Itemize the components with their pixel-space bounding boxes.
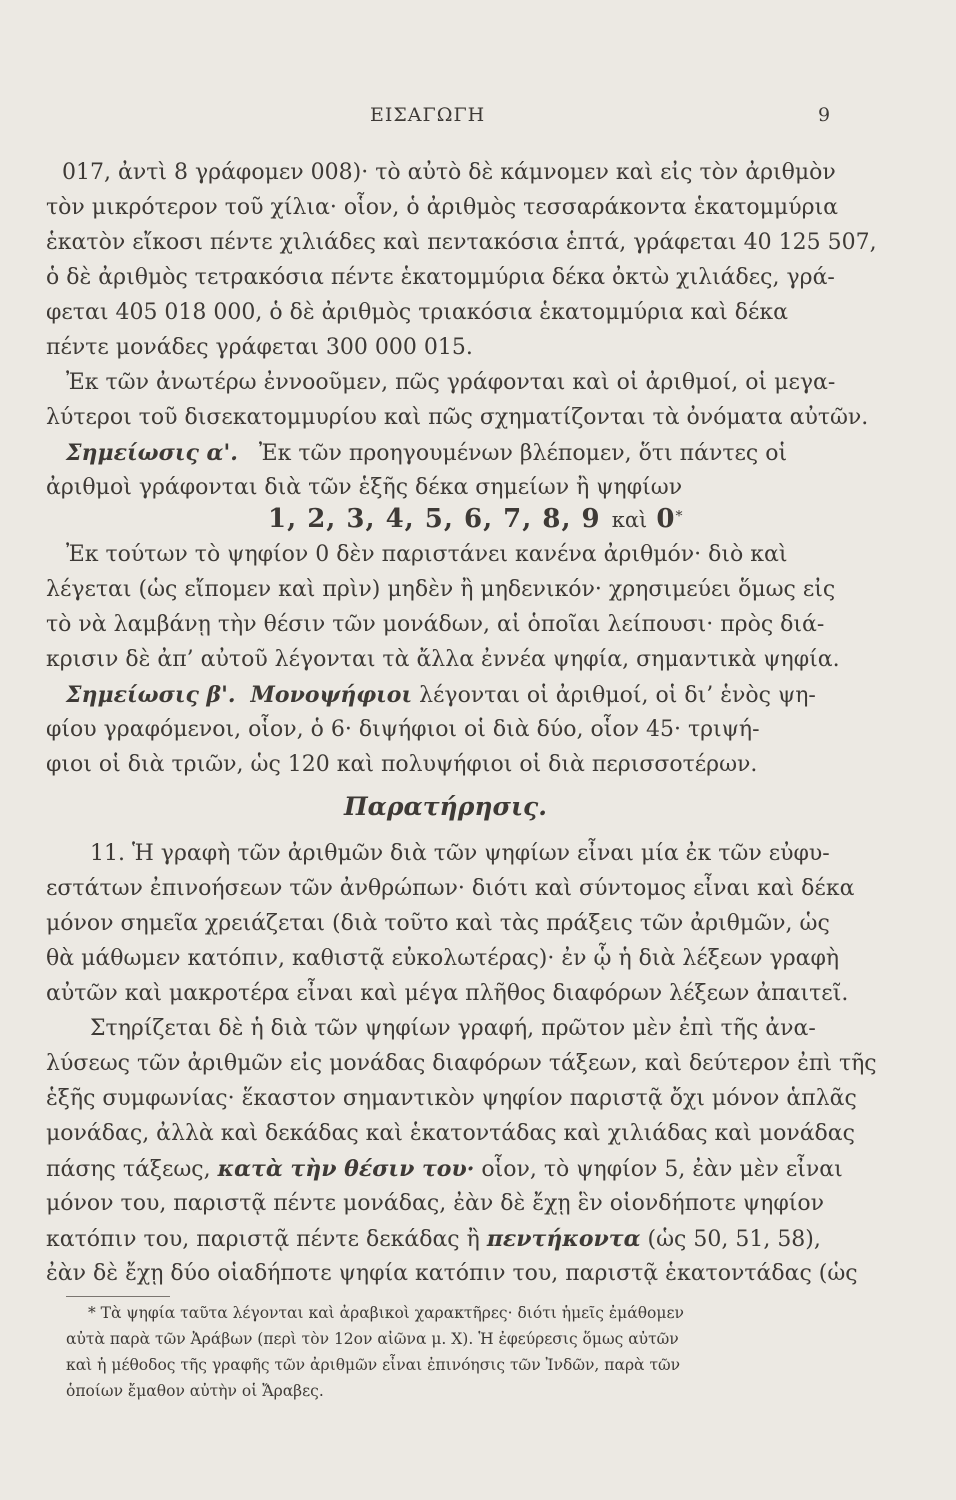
emphasis-word: πεντήκοντα — [486, 1226, 641, 1252]
body-line: φεται 405 018 000, ὁ δὲ ἀριθμὸς τριακόσια ἑκατομμύρια καὶ δέκα — [46, 300, 788, 325]
body-line: μόνον του, παριστᾷ πέντε μονάδας, ἐὰν δὲ ἔχῃ ἓν οἱονδήποτε ψηφίον — [46, 1191, 825, 1216]
body-line: τὸ νὰ λαμβάνῃ τὴν θέσιν τῶν μονάδων, αἱ ὁποῖαι λείπουσι· πρὸς διά- — [46, 612, 825, 637]
body-line: Ἐκ τῶν ἀνωτέρω ἐννοοῦμεν, πῶς γράφονται καὶ οἱ ἀριθμοί, οἱ μεγα- — [66, 370, 836, 395]
remark-a-line — [66, 437, 787, 470]
footnote-line: ὁποίων ἔμαθον αὐτὴν οἱ Ἄραβες. — [66, 1382, 324, 1400]
text-run: (ὡς 50, 51, 58), — [647, 1227, 821, 1252]
body-line: φίου γραφόμενοι, οἷον, ὁ 6· διψήφιοι οἱ διὰ δύο, οἷον 45· τριψή- — [46, 717, 760, 742]
body-line: ἀριθμοὶ γράφονται διὰ τῶν ἑξῆς δέκα σημείων ἢ ψηφίων — [46, 475, 683, 500]
body-line: ἐὰν δὲ ἔχῃ δύο οἱαδήποτε ψηφία κατόπιν του, παριστᾷ ἑκατοντάδας (ὡς — [46, 1261, 858, 1286]
body-line: ἑκατὸν εἴκοσι πέντε χιλιάδες καὶ πεντακόσια ἑπτά, γράφεται 40 125 507, — [46, 230, 877, 255]
remark-a-text: Ἐκ τῶν προηγουμένων βλέπομεν, ὅτι πάντες οἱ — [258, 441, 788, 466]
text-run: οἷον, τὸ ψηφίον 5, ἐὰν μὲν εἶναι — [481, 1157, 843, 1182]
body-line: τὸν μικρότερον τοῦ χίλια· οἷον, ὁ ἀριθμὸς τεσσαράκοντα ἑκατομμύρια — [46, 195, 838, 220]
text-run: πάσης τάξεως, — [46, 1157, 211, 1182]
footnote-line: αὐτὰ παρὰ τῶν Ἀράβων (περὶ τὸν 12ον αἰῶνα μ. Χ). Ἡ ἐφεύρεσις ὅμως αὐτῶν — [66, 1330, 679, 1348]
text-run: κατόπιν του, παριστᾷ πέντε δεκάδας ἢ — [46, 1227, 480, 1252]
body-line: πέντε μονάδες γράφεται 300 000 015. — [46, 335, 473, 360]
body-line: Ἐκ τούτων τὸ ψηφίον 0 δὲν παριστάνει κανένα ἀριθμόν· διὸ καὶ — [66, 542, 788, 567]
body-line-emphasis — [46, 1153, 843, 1186]
body-line: θὰ μάθωμεν κατόπιν, καθιστᾷ εὐκολωτέρας)· ἐν ᾧ ἡ διὰ λέξεων γραφὴ — [46, 946, 840, 971]
body-line: μόνον σημεῖα χρειάζεται (διὰ τοῦτο καὶ τὰς πράξεις τῶν ἀριθμῶν, ὡς — [46, 911, 830, 936]
footnote-line: * Τὰ ψηφία ταῦτα λέγονται καὶ ἀραβικοὶ χαρακτῆρες· διότι ἡμεῖς ἐμάθομεν — [88, 1304, 684, 1322]
body-line: μονάδας, ἀλλὰ καὶ δεκάδας καὶ ἑκατοντάδας καὶ χιλιάδας καὶ μονάδας — [46, 1121, 855, 1146]
emphasis-phrase: κατὰ τὴν θέσιν του· — [217, 1156, 475, 1182]
body-line: λέγεται (ὡς εἴπομεν καὶ πρὶν) μηδὲν ἢ μηδενικόν· χρησιμεύει ὅμως εἰς — [46, 577, 836, 602]
body-line: ἑξῆς συμφωνίας· ἕκαστον σημαντικὸν ψηφίον παριστᾷ ὄχι μόνον ἁπλᾶς — [46, 1086, 857, 1111]
remark-a-label: Σημείωσις α'. — [66, 440, 238, 466]
digits-line — [268, 504, 682, 534]
body-line: 017, ἀντὶ 8 γράφομεν 008)· τὸ αὐτὸ δὲ κάμνομεν καὶ εἰς τὸν ἀριθμὸν — [62, 160, 836, 185]
body-line: 11. Ἡ γραφὴ τῶν ἀριθμῶν διὰ τῶν ψηφίων εἶναι μία ἐκ τῶν εὐφυ- — [90, 841, 830, 866]
body-line: λύσεως τῶν ἀριθμῶν εἰς μονάδας διαφόρων τάξεων, καὶ δεύτερον ἐπὶ τῆς — [46, 1051, 877, 1076]
remark-b-term: Μονοψήφιοι — [250, 682, 413, 708]
digit-zero: 0 — [656, 504, 676, 534]
body-line: λύτεροι τοῦ δισεκατομμυρίου καὶ πῶς σχηματίζονται τὰ ὀνόματα αὐτῶν. — [46, 405, 869, 430]
body-line: αὐτῶν καὶ μακροτέρα εἶναι καὶ μέγα πλῆθος διαφόρων λέξεων ἀπαιτεῖ. — [46, 981, 849, 1006]
digits-list: 1, 2, 3, 4, 5, 6, 7, 8, 9 — [268, 504, 601, 534]
footnote-rule — [66, 1296, 170, 1297]
remark-b-label: Σημείωσις β'. — [66, 682, 236, 708]
digits-and: καὶ — [611, 508, 648, 532]
body-line: ὁ δὲ ἀριθμὸς τετρακόσια πέντε ἑκατομμύρια δέκα ὀκτὼ χιλιάδες, γρά- — [46, 265, 835, 290]
body-line: φιοι οἱ διὰ τριῶν, ὡς 120 καὶ πολυψήφιοι οἱ διὰ περισσοτέρων. — [46, 752, 758, 777]
body-line: κρισιν δὲ ἀπ’ αὐτοῦ λέγονται τὰ ἄλλα ἐννέα ψηφία, σημαντικὰ ψηφία. — [46, 647, 840, 672]
body-line-emphasis — [46, 1223, 821, 1256]
page-number: 9 — [818, 104, 832, 126]
remark-b-text: λέγονται οἱ ἀριθμοί, οἱ δι’ ἑνὸς ψη- — [419, 683, 816, 708]
remark-b-line — [66, 679, 816, 712]
running-header: ΕΙΣΑΓΩΓΗ — [370, 104, 486, 126]
body-line: Στηρίζεται δὲ ἡ διὰ τῶν ψηφίων γραφή, πρῶτον μὲν ἐπὶ τῆς ἀνα- — [90, 1016, 816, 1041]
body-line: εστάτων ἐπινοήσεων τῶν ἀνθρώπων· διότι καὶ σύντομος εἶναι καὶ δέκα — [46, 876, 855, 901]
footnote-marker: * — [675, 508, 683, 525]
footnote-line: καὶ ἡ μέθοδος τῆς γραφῆς τῶν ἀριθμῶν εἶναι ἐπινόησις τῶν Ἰνδῶν, παρὰ τῶν — [66, 1356, 681, 1374]
section-heading: Παρατήρησις. — [344, 792, 547, 821]
